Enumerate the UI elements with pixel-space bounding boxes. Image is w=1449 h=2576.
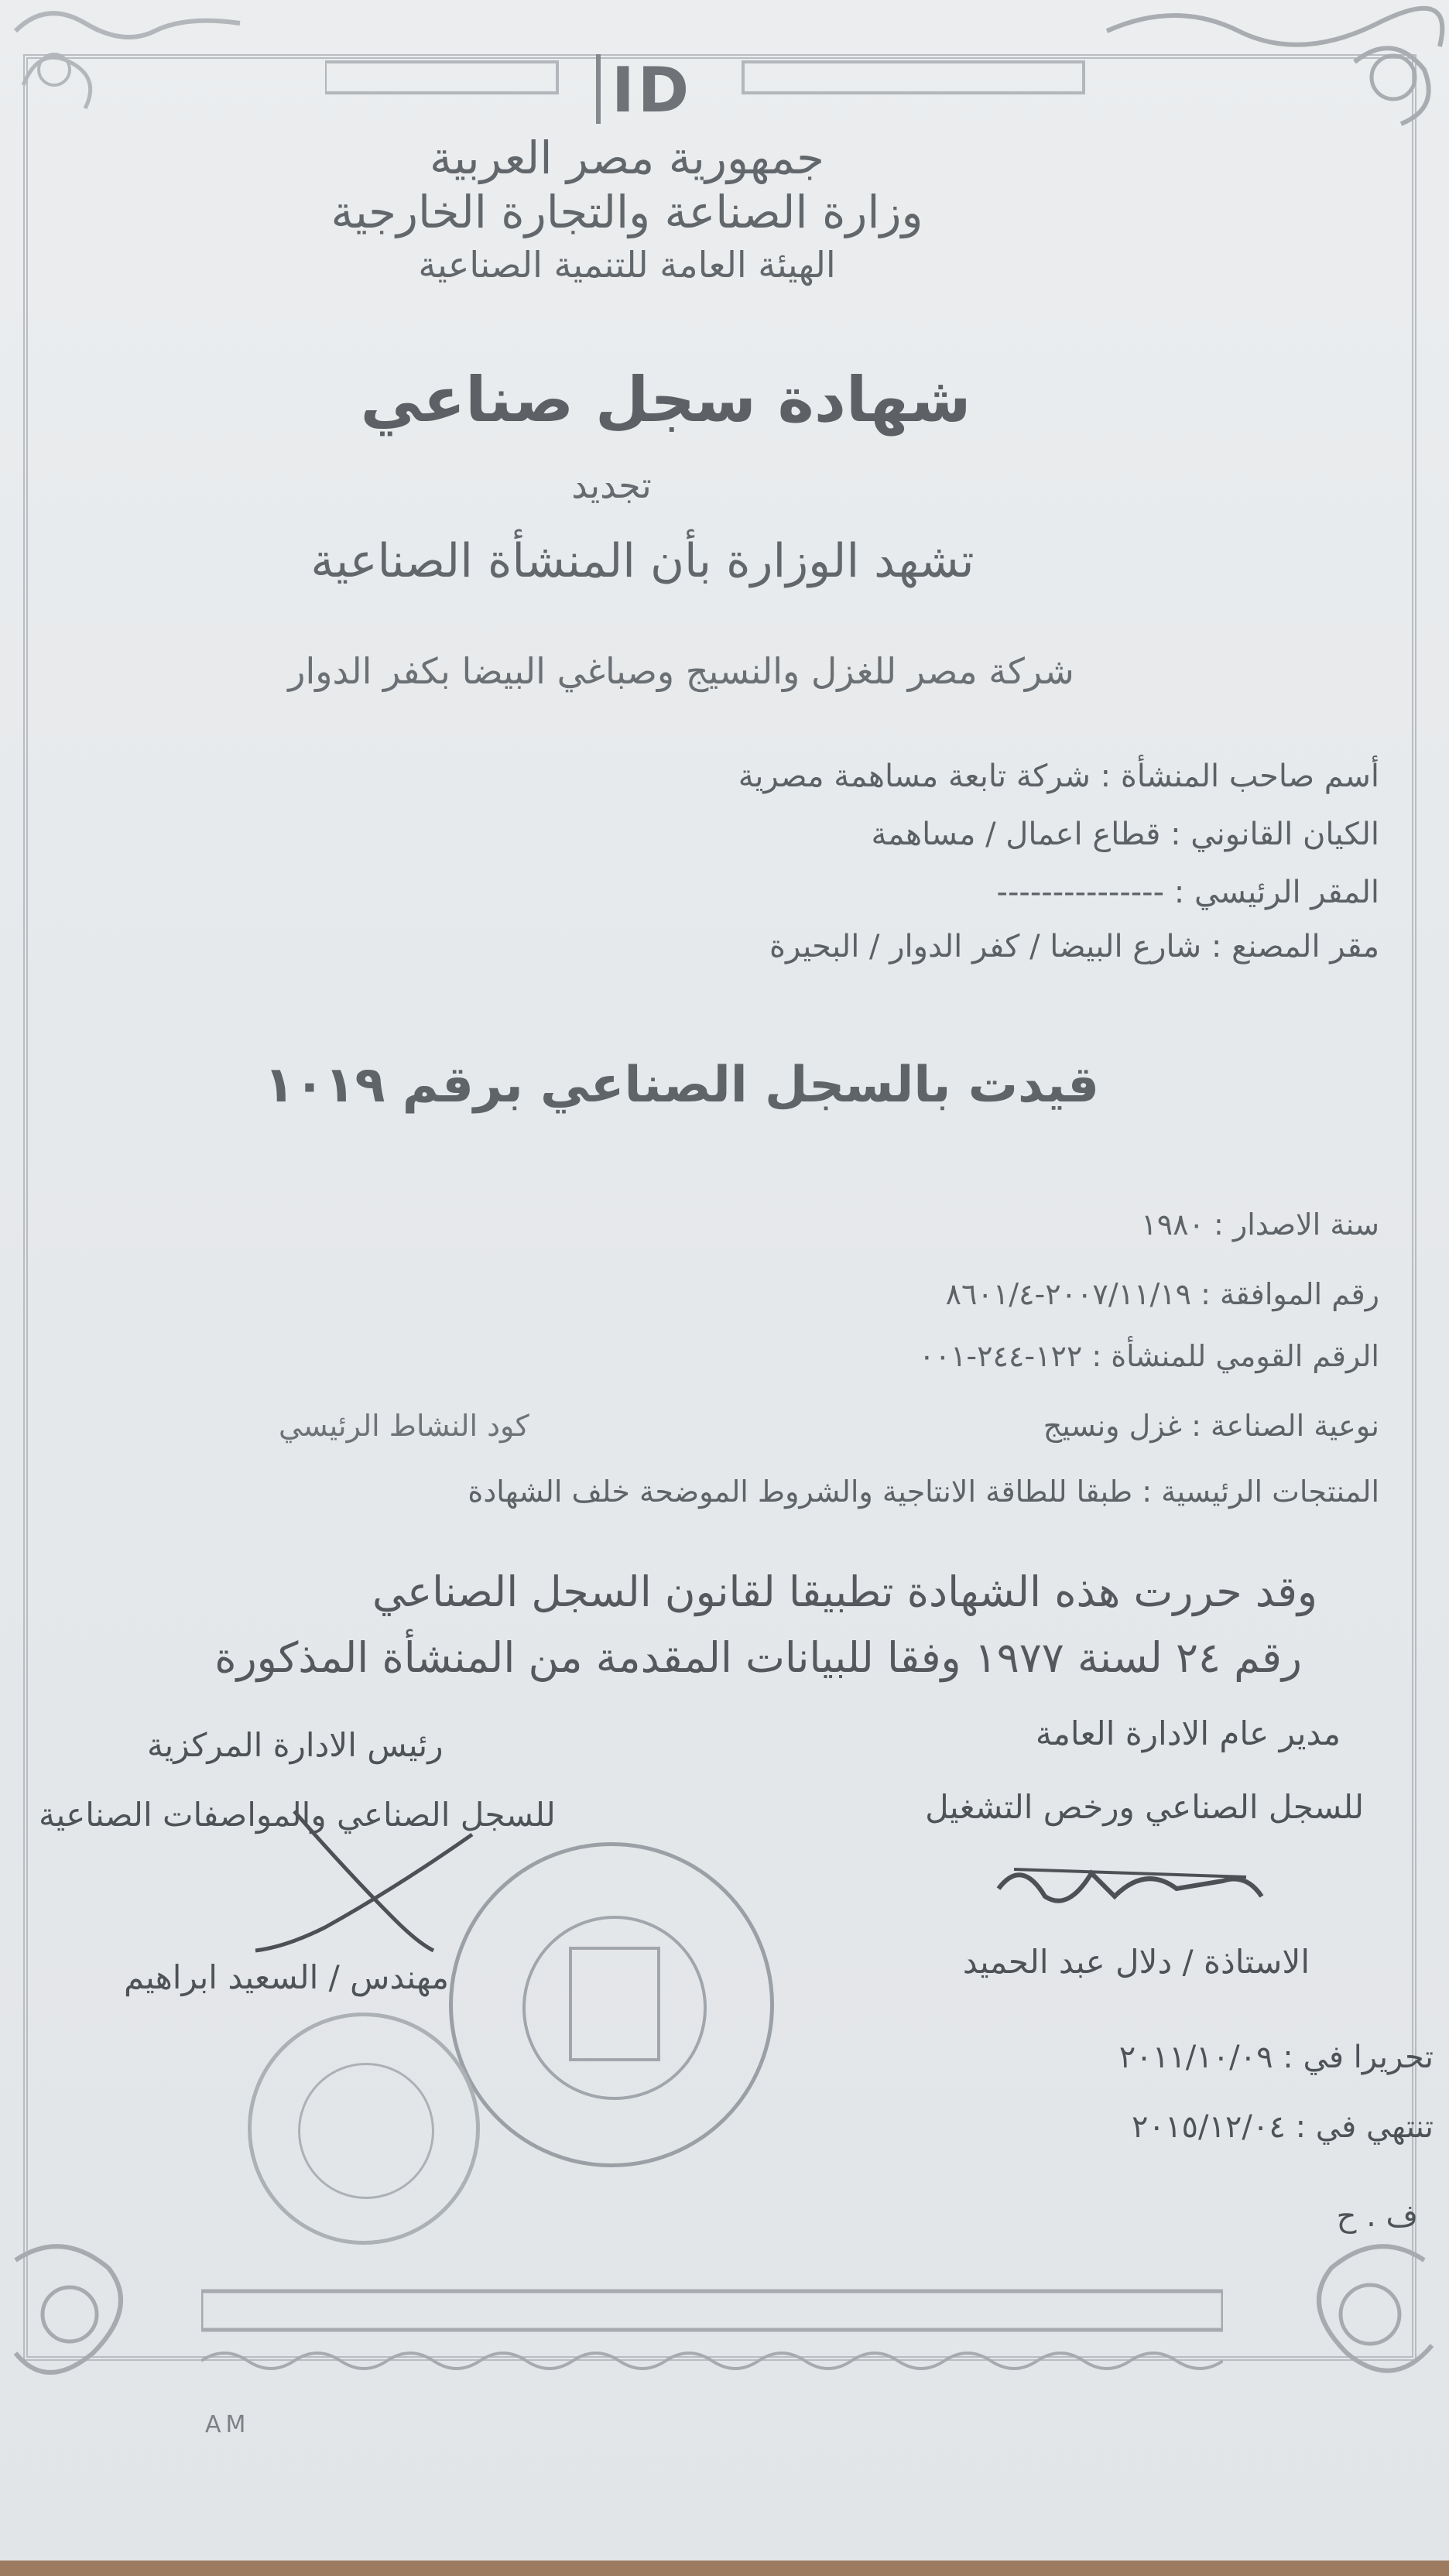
corner-ornament-top-left bbox=[0, 0, 255, 155]
footer-mark: AM bbox=[205, 2411, 251, 2438]
director-signature bbox=[991, 1842, 1269, 1920]
logo-text: ID bbox=[611, 54, 693, 126]
expiry-date: تنتهي في : ٢٠١٥/١٢/٠٤ bbox=[1132, 2109, 1434, 2145]
header-country: جمهورية مصر العربية bbox=[429, 132, 825, 184]
head-department: للسجل الصناعي والمواصفات الصناعية bbox=[39, 1796, 556, 1834]
issue-date: تحريرا في : ٢٠١١/١٠/٠٩ bbox=[1118, 2040, 1434, 2075]
head-signature bbox=[240, 1804, 488, 1958]
director-name: الاستاذة / دلال عبد الحميد bbox=[962, 1943, 1310, 1981]
clerk-initials: ف . ح bbox=[1336, 2198, 1418, 2234]
director-department: للسجل الصناعي ورخص التشغيل bbox=[925, 1788, 1364, 1826]
corner-ornament-bottom-right bbox=[1208, 2229, 1449, 2461]
approval-number: رقم الموافقة : ٢٠٠٧/١١/١٩-٨٦٠١/٤ bbox=[945, 1277, 1379, 1311]
header-ministry: وزارة الصناعة والتجارة الخارجية bbox=[331, 186, 923, 238]
headquarters-field: المقر الرئيسي : --------------- bbox=[996, 875, 1379, 910]
authority-logo bbox=[596, 54, 732, 124]
company-name: شركة مصر للغزل والنسيج وصباغي البيضا بكفر الدوار bbox=[288, 650, 1074, 692]
national-number: الرقم القومي للمنشأة : ١٢٢-٢٤٤-٠٠١ bbox=[919, 1339, 1379, 1373]
owner-field: أسم صاحب المنشأة : شركة تابعة مساهمة مصرية bbox=[738, 759, 1379, 794]
activity-code: كود النشاط الرئيسي bbox=[279, 1409, 529, 1443]
header-authority: الهيئة العامة للتنمية الصناعية bbox=[418, 244, 836, 286]
bottom-border-pattern bbox=[201, 2276, 1223, 2384]
paper-edge bbox=[0, 2561, 1449, 2576]
legal-statement-line2: رقم ٢٤ لسنة ١٩٧٧ وفقا للبيانات المقدمة من المنشأة المذكورة bbox=[214, 1633, 1302, 1682]
corner-ornament-bottom-left bbox=[0, 2229, 232, 2430]
certificate-title: شهادة سجل صناعي bbox=[360, 364, 971, 436]
official-seal-stamp bbox=[449, 1842, 774, 2167]
corner-ornament-top-right bbox=[1099, 0, 1449, 155]
head-title: رئيس الادارة المركزية bbox=[147, 1726, 444, 1764]
factory-location-field: مقر المصنع : شارع البيضا / كفر الدوار / البحيرة bbox=[769, 929, 1379, 964]
secondary-seal-stamp bbox=[248, 2012, 480, 2245]
certification-statement: تشهد الوزارة بأن المنشأة الصناعية bbox=[310, 534, 975, 588]
industry-type: نوعية الصناعة : غزل ونسيج bbox=[1043, 1409, 1379, 1443]
legal-statement-line1: وقد حررت هذه الشهادة تطبيقا لقانون السجل الصناعي bbox=[372, 1567, 1317, 1616]
main-products: المنتجات الرئيسية : طبقا للطاقة الانتاجية والشروط الموضحة خلف الشهادة bbox=[468, 1475, 1379, 1509]
issue-year: سنة الاصدار : ١٩٨٠ bbox=[1141, 1208, 1379, 1242]
head-name: مهندس / السعيد ابراهيم bbox=[124, 1958, 449, 1996]
renewal-label: تجديد bbox=[571, 464, 652, 506]
director-title: مدير عام الادارة العامة bbox=[1035, 1714, 1341, 1752]
legal-entity-field: الكيان القانوني : قطاع اعمال / مساهمة bbox=[871, 817, 1379, 852]
registration-number: قيدت بالسجل الصناعي برقم ١٠١٩ bbox=[264, 1057, 1099, 1114]
